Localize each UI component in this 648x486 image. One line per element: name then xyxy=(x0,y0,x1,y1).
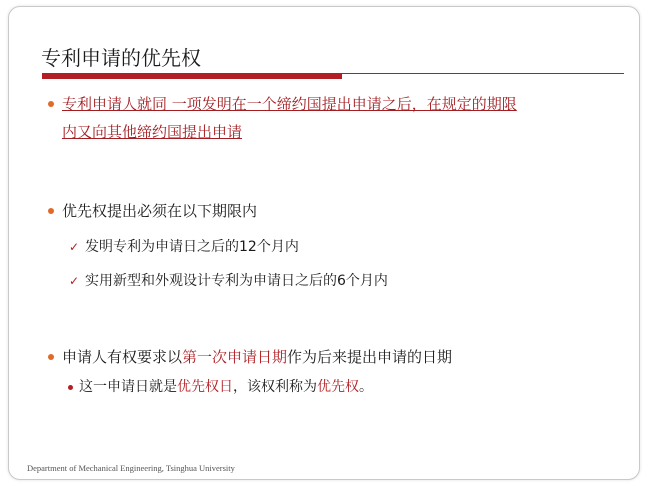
bullet-icon xyxy=(48,354,54,360)
bullet-icon xyxy=(68,385,73,390)
point-3-highlight: 第一次申请日期 xyxy=(182,348,288,366)
point-3-sub-middle: ，该权利称为 xyxy=(233,379,317,395)
footer-text: Department of Mechanical Engineering, Tsinghua University xyxy=(27,463,235,473)
point-2-subitem-1: 发明专利为申请日之后的12个月内 xyxy=(85,239,299,255)
point-3-subitem xyxy=(79,377,373,397)
point-3-sub-highlight-1: 优先权日 xyxy=(177,379,233,395)
point-2-text: 优先权提出必须在以下期限内 xyxy=(62,202,258,220)
point-3-sub-highlight-2: 优先权 xyxy=(317,379,359,395)
point-1-line-2 xyxy=(62,119,242,146)
check-icon: ✓ xyxy=(69,274,80,288)
bullet-icon xyxy=(48,101,54,107)
title-accent-bar xyxy=(42,74,342,79)
point-1-line-1-text: 专利申请人就同 一项发明在一个缔约国提出申请之后，在规定的期限 xyxy=(62,95,517,113)
slide xyxy=(8,6,640,480)
point-3-prefix: 申请人有权要求以 xyxy=(62,348,183,366)
point-1-line-1 xyxy=(62,91,517,118)
point-3-suffix: 作为后来提出申请的日期 xyxy=(287,348,453,366)
point-3-text xyxy=(62,344,452,371)
point-3-sub-prefix: 这一申请日就是 xyxy=(79,379,177,395)
check-icon: ✓ xyxy=(69,240,80,254)
point-1-line-2-text: 内又向其他缔约国提出申请 xyxy=(62,123,243,141)
bullet-icon xyxy=(48,208,54,214)
point-3-sub-end: 。 xyxy=(359,379,373,395)
slide-title: 专利申请的优先权 xyxy=(41,46,201,70)
point-2-subitem-2: 实用新型和外观设计专利为申请日之后的6个月内 xyxy=(85,273,388,289)
